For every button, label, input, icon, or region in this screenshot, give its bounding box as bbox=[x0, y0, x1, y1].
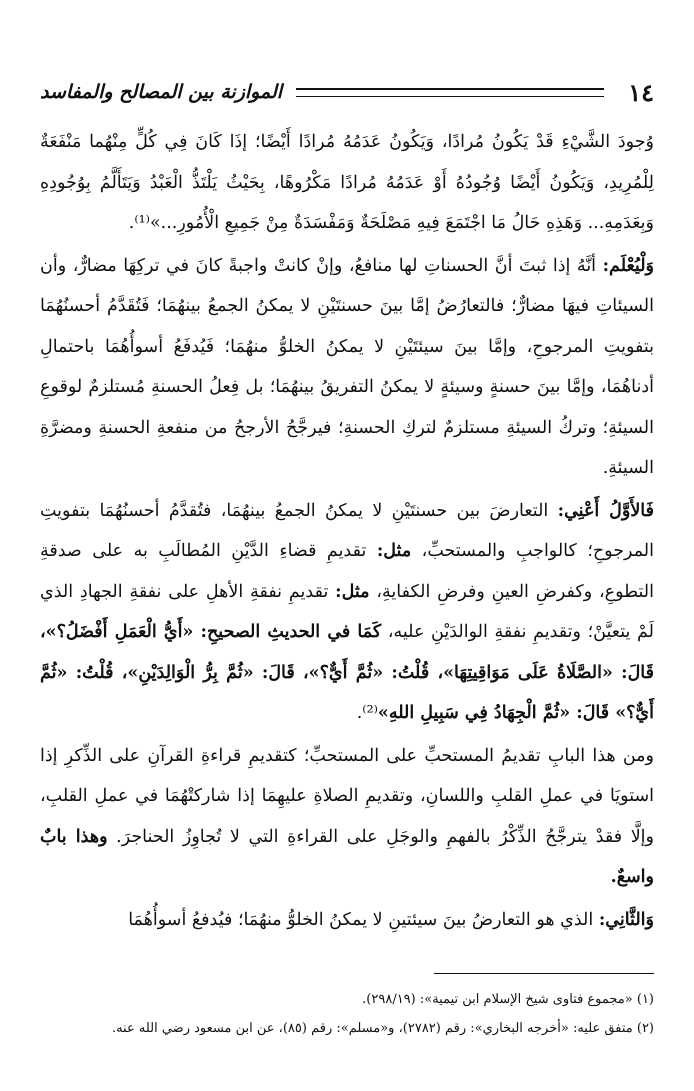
paragraph-4 bbox=[40, 736, 654, 898]
paragraph-3-text-e: تقديمِ نفقةِ الأهلِ على نفقةِ الجهادِ الذي لَمْ يتعيَّنْ؛ وتقديمِ نفقةِ الوالدَيْنِ عليه، bbox=[40, 581, 654, 642]
page-header bbox=[40, 72, 654, 112]
page-number: ١٤ bbox=[628, 77, 654, 107]
paragraph-2-lead: وَلْيُعْلَم: bbox=[602, 255, 654, 276]
running-title: الموازنة بين المصالح والمفاسد bbox=[40, 81, 283, 103]
paragraph-3-bold-b: مثل: bbox=[376, 541, 412, 561]
paragraph-1 bbox=[40, 122, 654, 244]
hadith-quote: كَمَا في الحديثِ الصحيحِ: «أَيُّ الْعَمَلِ أَفْضَلُ؟»، قَالَ: «الصَّلَاةُ عَلَى مَوَاقِيتِهَا»، قُلْتُ: «ثُمَّ أَيٌّ؟»، قَالَ: «ثُمَّ بِرُّ الْوَالِدَيْنِ»، قُلْتُ: «ثُمَّ أَيٌّ؟» قَالَ: «ثُمَّ الْجِهَادُ فِي سَبِيلِ اللهِ» bbox=[40, 622, 654, 723]
paragraph-2 bbox=[40, 246, 654, 489]
footnote-ref-2: ⁽²⁾. bbox=[356, 703, 378, 723]
paragraph-4-bold: وهذا بابٌ واسعٌ. bbox=[40, 826, 654, 887]
footnote-1: (١) «مجموع فتاوى شيخ الإسلام ابن تيمية»: (٢٩٨/١٩). bbox=[362, 992, 654, 1007]
paragraph-3-lead: فَالأَوَّلُ أَعْنِي: bbox=[557, 500, 654, 521]
footnote-separator bbox=[434, 973, 654, 974]
header-rule bbox=[296, 88, 604, 97]
paragraph-5-lead: وَالثَّانِي: bbox=[598, 909, 654, 930]
paragraph-4-text: ومن هذا البابِ تقديمُ المستحبِّ على المستحبِّ؛ كتقديمِ قراءةِ القرآنِ على الذِّكرِ إذا استويَا في عملِ القلبِ واللسانِ، وتقديمِ الصلاةِ عليهِمَا إذا شاركتْهُمَا في عملِ القلبِ، وإلَّا فقدْ يترجَّحُ الذِّكْرُ بالفهمِ والوجَلِ على القراءةِ التي لا تُجاوِزُ الحناجرَ. bbox=[40, 745, 654, 847]
paragraph-5 bbox=[40, 900, 654, 941]
paragraph-1-text: وُجودَ الشَّيْءِ قَدْ يَكُونُ مُرادًا، وَيَكُونُ عَدَمُهُ مُرادًا أَيْضًا؛ إذَا كَانَ فِي كُلٍّ مِنْهُما مَنْفَعَةٌ لِلْمُرِيدِ، وَيَكُونُ أَيْضًا وُجُودُهُ أَوْ عَدَمُهُ مُرادًا مَكْرُوهًا، بِحَيْثُ يَلْتَذُّ الْعَبْدُ وَيَتَأَلَّمُ بِوُجُودِهِ وَبِعَدَمِهِ... وَهَذِهِ حَالُ مَا اجْتَمَعَ فِيهِ مَصْلَحَةٌ وَمَفْسَدَةٌ مِنْ جَمِيعِ الْأُمُورِ...»⁽¹⁾. bbox=[40, 132, 654, 233]
paragraph-5-text: الذي هو التعارضُ بينَ سيئتينِ لا يمكنُ الخلوُّ منهُمَا؛ فيُدفعُ أسوأُهُمَا bbox=[128, 909, 599, 930]
paragraph-3-bold-d: مثل: bbox=[335, 581, 370, 602]
main-text bbox=[40, 122, 654, 940]
paragraph-3-text-c: تقديمِ قضاءِ الدَّيْنِ المُطالَبِ به على صدقةِ التطوعِ، وكفرضِ العينِ وفرضِ الكفايةِ، bbox=[40, 541, 654, 602]
paragraph-3 bbox=[40, 491, 654, 734]
footnotes bbox=[40, 985, 654, 1043]
paragraph-3-text-a: التعارضَ بين حسنتَيْنِ لا يمكنُ الجمعُ بينهُمَا، فتُقدَّمُ أحسنُهُمَا بتفويتِ المرجوحِ؛ كالواجبِ والمستحبِّ، bbox=[40, 500, 655, 561]
footnote-2: (٢) متفق عليه: «أخرجه البخاري»: رقم (٢٧٨٢)، و«مسلم»: رقم (٨٥)، عن ابن مسعود رضي الله عنه. bbox=[111, 1021, 654, 1036]
paragraph-2-text: أنَّهُ إذا ثبتَ أنَّ الحسناتِ لها منافعُ، وإنْ كانتْ واجبةً كانَ في تركِهَا مضارٌّ، وأن السيئاتِ فيهَا مضارٌّ؛ فالتعارُضُ إمَّا بينَ حسنتَيْنِ لا يمكنُ الجمعُ بينهُمَا؛ فَتُقَدَّمُ أحسنُهُمَا بتفويتِ المرجوحِ، وإمَّا بينَ سيئتَيْنِ لا يمكنُ الخلوُّ منهُمَا؛ فَيُدفَعُ أسوأُهُمَا باحتمالِ أدناهُمَا، وإمَّا بينَ حسنةٍ وسيئةٍ لا يمكنُ التفريقُ بينهُمَا؛ بل فِعلُ الحسنةِ مُستلزمٌ لوقوعِ السيئةِ؛ وتركُ السيئةِ مستلزمٌ لتركِ الحسنةِ؛ فيرجَّحُ الأرجحُ من منفعةِ الحسنةِ ومضرَّةِ السيئةِ. bbox=[40, 255, 654, 478]
